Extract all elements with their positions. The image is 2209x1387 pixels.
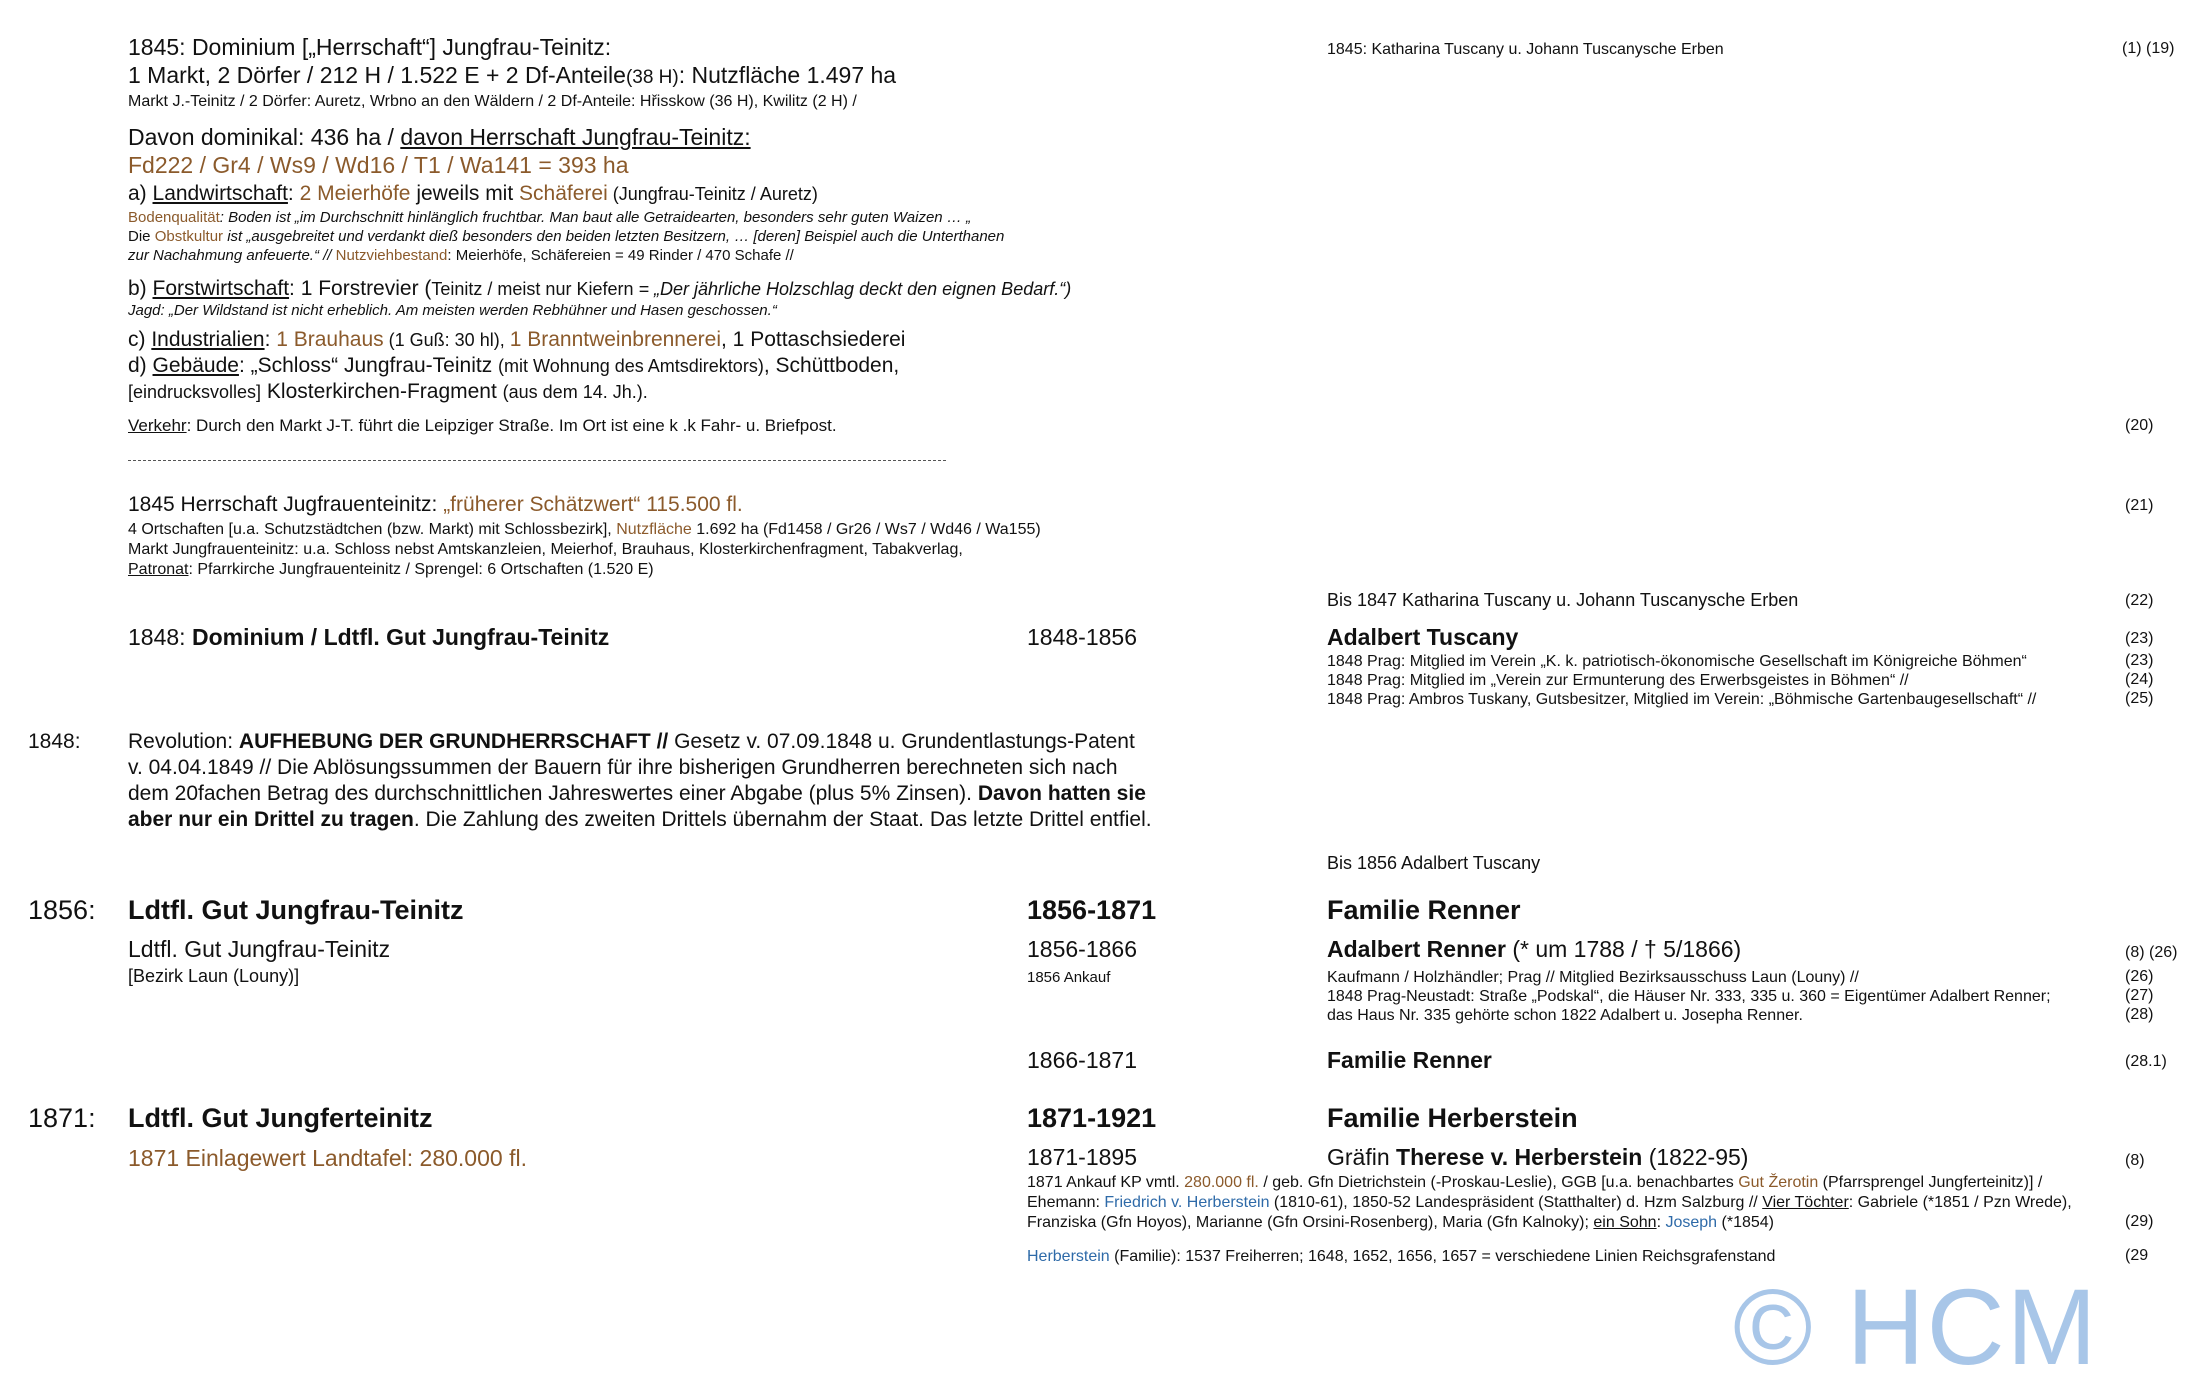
tuscany-note-2: 1848 Prag: Mitglied im „Verein zur Ermunterung des Erwerbsgeistes in Böhmen“ //: [1327, 672, 1909, 689]
owner-familie-renner-2: Familie Renner: [1327, 1047, 1492, 1073]
owner-1845: 1845: Katharina Tuscany u. Johann Tuscanysche Erben: [1327, 41, 1724, 58]
ref-20: (20): [2125, 417, 2154, 434]
owner-therese-herberstein: Gräfin Therese v. Herberstein (1822-95): [1327, 1144, 1749, 1170]
orte-1845: Markt J.-Teinitz / 2 Dörfer: Auretz, Wrbno an den Wäldern / 2 Df-Anteile: Hřisskow (36 H), Kwilitz (2 H) /: [128, 93, 857, 110]
owner-bis-1847: Bis 1847 Katharina Tuscany u. Johann Tuscanysche Erben: [1327, 590, 1799, 610]
revolution-line-3: dem 20fachen Betrag des durchschnittlichen Jahreswertes einer Abgabe (plus 5% Zinsen). Davon hatten sie: [128, 782, 1146, 805]
dominium-1848: 1848: Dominium / Ldtfl. Gut Jungfrau-Teinitz: [128, 624, 610, 650]
gut-1856-title: Ldtfl. Gut Jungfrau-Teinitz: [128, 895, 464, 925]
revolution-line-4: aber nur ein Drittel zu tragen. Die Zahlung des zweiten Drittels übernahm der Staat. Das letzte Drittel entfiel.: [128, 808, 1152, 831]
revolution-line-2: v. 04.04.1849 // Die Ablösungssummen der Bauern für ihre bisherigen Grundherren berechneten sich nach: [128, 756, 1118, 779]
markt-line: Markt Jungfrauenteinitz: u.a. Schloss nebst Amtskanzleien, Meierhof, Brauhaus, Klosterkirchenfragment, Tabakverlag,: [128, 541, 963, 558]
bezirk-line: [Bezirk Laun (Louny)]: [128, 966, 300, 986]
ref-25: (25): [2125, 690, 2154, 707]
owner-adalbert-renner: Adalbert Renner (* um 1788 / † 5/1866): [1327, 936, 1742, 962]
ref-8: (8): [2125, 1152, 2145, 1169]
year-1848: 1848:: [28, 730, 81, 753]
einlagewert-line: 1871 Einlagewert Landtafel: 280.000 fl.: [128, 1145, 527, 1171]
ref-23b: (23): [2125, 652, 2154, 669]
klosterkirche-line: [eindrucksvolles] Klosterkirchen-Fragment (aus dem 14. Jh.).: [128, 380, 648, 403]
ref-1-19: (1) (19): [2122, 40, 2175, 57]
period-1848: 1848-1856: [1027, 624, 1137, 650]
kinder-line: Franziska (Gfn Hoyos), Marianne (Gfn Orsini-Rosenberg), Maria (Gfn Kalnoky); ein Sohn: Joseph (*1854): [1027, 1214, 1774, 1231]
patronat-line: Patronat: Pfarrkirche Jungfrauenteinitz / Sprengel: 6 Ortschaften (1.520 E): [128, 561, 654, 578]
ref-21: (21): [2125, 497, 2154, 514]
owner-adalbert-tuscany: Adalbert Tuscany: [1327, 624, 1519, 650]
year-1856: 1856:: [28, 895, 96, 925]
ankauf-1856: 1856 Ankauf: [1027, 969, 1111, 986]
gut-1871-title: Ldtfl. Gut Jungferteinitz: [128, 1103, 433, 1133]
header-1845-stats: 1 Markt, 2 Dörfer / 212 H / 1.522 E + 2 Df-Anteile(38 H): Nutzfläche 1.497 ha: [128, 62, 897, 88]
gut-1856-sub: Ldtfl. Gut Jungfrau-Teinitz: [128, 936, 391, 962]
ref-22: (22): [2125, 592, 2154, 609]
herberstein-familie-line: Herberstein (Familie): 1537 Freiherren; 1648, 1652, 1656, 1657 = verschiedene Linien Reichsgrafenstand: [1027, 1248, 1776, 1265]
obstkultur-line: Die Obstkultur ist „ausgebreitet und verdankt dieß besonders den beiden letzten Besitzern, … [deren] Beispiel auch die Unterthanen: [128, 228, 1005, 245]
ankauf-1871-line: 1871 Ankauf KP vmtl. 280.000 fl. / geb. Gfn Dietrichstein (-Proskau-Leslie), GGB [u.a. benachbartes Gut Žerotin (Pfarrsprengel Jungferteinitz)] /: [1027, 1174, 2043, 1191]
separator-line: [128, 460, 946, 461]
watermark-hcm: © HCM: [1733, 1266, 2099, 1387]
nutzvieh-line: zur Nachahmung anfeuerte.“ // Nutzviehbestand: Meierhöfe, Schäfereien = 49 Rinder / 470 Schafe //: [128, 247, 794, 264]
bodenqualitaet-line: Bodenqualität: Boden ist „im Durchschnitt hinlänglich fruchtbar. Man baut alle Getraidearten, besonders sehr guten Waizen … „: [128, 209, 971, 226]
ref-8-26: (8) (26): [2125, 944, 2178, 961]
owner-familie-herberstein: Familie Herberstein: [1327, 1103, 1578, 1133]
jagd-line: Jagd: „Der Wildstand ist nicht erheblich. Am meisten werden Rebhühner und Hasen geschossen.“: [128, 302, 777, 319]
tuscany-note-3: 1848 Prag: Ambros Tuskany, Gutsbesitzer, Mitglied im Verein: „Böhmische Gartenbaugesellschaft“ //: [1327, 691, 2037, 708]
ref-29: (29): [2125, 1213, 2154, 1230]
renner-note-1: Kaufmann / Holzhändler; Prag // Mitglied Bezirksausschuss Laun (Louny) //: [1327, 969, 1859, 986]
renner-note-3: das Haus Nr. 335 gehörte schon 1822 Adalbert u. Josepha Renner.: [1327, 1007, 1803, 1024]
period-1871-1921: 1871-1921: [1027, 1103, 1157, 1133]
forstwirtschaft-line: b) Forstwirtschaft: 1 Forstrevier (Teinitz / meist nur Kiefern = „Der jährliche Holzschlag deckt den eignen Bedarf.“): [128, 277, 1072, 300]
dominikal-line: Davon dominikal: 436 ha / davon Herrschaft Jungfrau-Teinitz:: [128, 124, 751, 150]
header-1845: 1845: Dominium [„Herrschaft“] Jungfrau-Teinitz:: [128, 34, 612, 60]
ortschaften-line: 4 Ortschaften [u.a. Schutzstädtchen (bzw. Markt) mit Schlossbezirk], Nutzfläche 1.692 ha (Fd1458 / Gr26 / Ws7 / Wd46 / Wa155): [128, 521, 1041, 538]
ref-26: (26): [2125, 968, 2154, 985]
tuscany-note-1: 1848 Prag: Mitglied im Verein „K. k. patriotisch-ökonomische Gesellschaft im Königreiche Böhmen“: [1327, 653, 2027, 670]
ref-29b: (29: [2125, 1247, 2149, 1264]
revolution-line-1: Revolution: AUFHEBUNG DER GRUNDHERRSCHAFT // Gesetz v. 07.09.1848 u. Grundentlastungs-Patent: [128, 730, 1135, 753]
period-1856-1866: 1856-1866: [1027, 936, 1137, 962]
renner-note-2: 1848 Prag-Neustadt: Straße „Podskal“, die Häuser Nr. 333, 335 u. 360 = Eigentümer Adalbert Renner;: [1327, 988, 2051, 1005]
owner-familie-renner: Familie Renner: [1327, 895, 1521, 925]
ref-28: (28): [2125, 1006, 2154, 1023]
period-1866-1871: 1866-1871: [1027, 1047, 1137, 1073]
gebaeude-line: d) Gebäude: „Schloss“ Jungfrau-Teinitz (mit Wohnung des Amtsdirektors), Schüttboden,: [128, 354, 900, 377]
year-1871: 1871:: [28, 1103, 96, 1133]
ref-28-1: (28.1): [2125, 1053, 2167, 1070]
period-1871-1895: 1871-1895: [1027, 1144, 1137, 1170]
ehemann-line: Ehemann: Friedrich v. Herberstein (1810-61), 1850-52 Landespräsident (Statthalter) d. Hzm Salzburg // Vier Töchter: Gabriele (*1851 / Pzn Wrede),: [1027, 1194, 2072, 1211]
period-1856-1871: 1856-1871: [1027, 895, 1157, 925]
ref-27: (27): [2125, 987, 2154, 1004]
verkehr-line: Verkehr: Durch den Markt J-T. führt die Leipziger Straße. Im Ort ist eine k .k Fahr- u. Briefpost.: [128, 416, 837, 435]
owner-bis-1856: Bis 1856 Adalbert Tuscany: [1327, 853, 1541, 873]
industrialien-line: c) Industrialien: 1 Brauhaus (1 Guß: 30 hl), 1 Branntweinbrennerei, 1 Pottaschsiederei: [128, 328, 906, 351]
ref-24: (24): [2125, 671, 2154, 688]
flaechen-line: Fd222 / Gr4 / Ws9 / Wd16 / T1 / Wa141 = 393 ha: [128, 152, 629, 178]
herrschaft-1845-line: 1845 Herrschaft Jugfrauenteinitz: „früherer Schätzwert“ 115.500 fl.: [128, 493, 743, 516]
landwirtschaft-line: a) Landwirtschaft: 2 Meierhöfe jeweils mit Schäferei (Jungfrau-Teinitz / Auretz): [128, 182, 818, 205]
ref-23a: (23): [2125, 630, 2154, 647]
